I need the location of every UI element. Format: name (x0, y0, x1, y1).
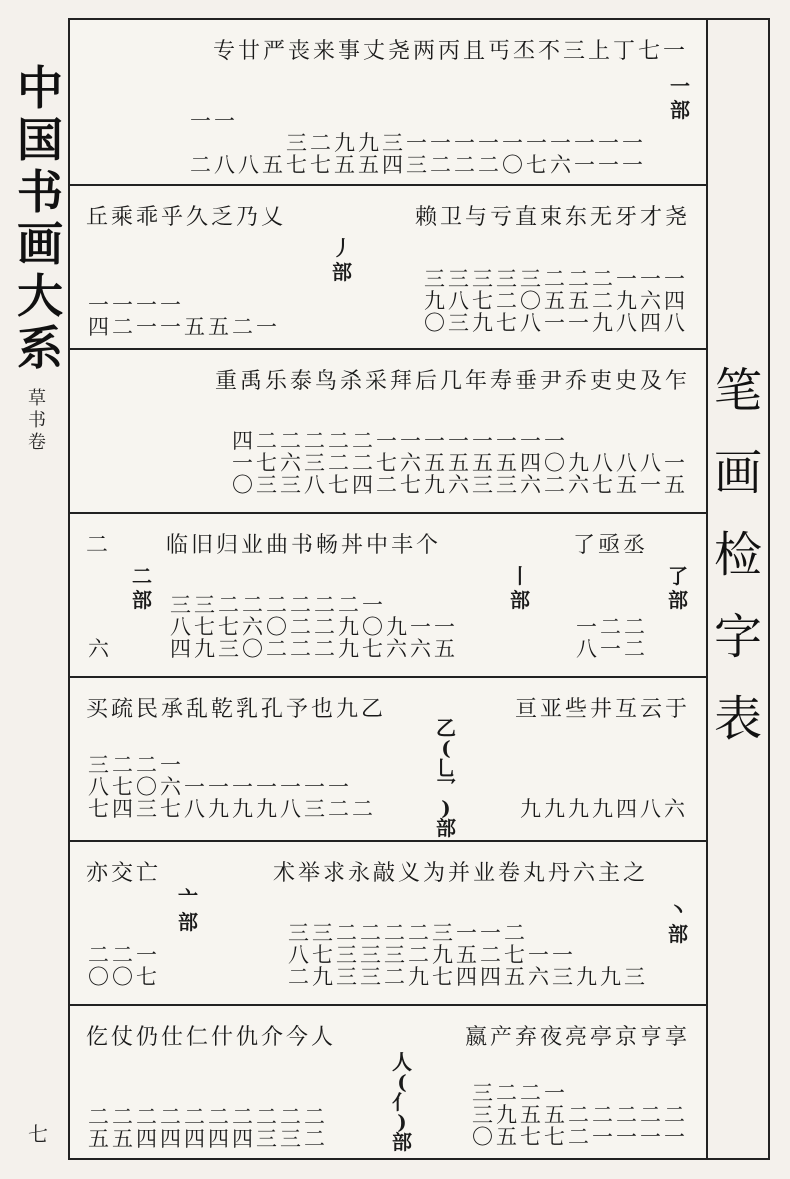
index-title-column (708, 18, 770, 1160)
stroke-index-title-char: 表 (713, 691, 762, 747)
stroke-index-title-char: 笔 (713, 363, 762, 419)
panel-characters: 专廿严丧来事丈尧两丙且丐丕不三上丁七一 (212, 39, 688, 64)
radical-label: 人 ( 亻 ) 部 (392, 1050, 412, 1154)
radical-label: 一 部 (670, 74, 690, 122)
stroke-index-title-char: 检 (713, 527, 762, 583)
stroke-counts-left: 三二二一 八七〇六一一一一一一一 七四三七八九九九八三二二 (88, 753, 376, 821)
stroke-counts-right: 三三二二二二三一一二 八七三三三二九五二七一一 二九三三二九七四四五六三九九三 (288, 921, 648, 989)
radical-tou: 亠 部 (178, 886, 198, 934)
panel-characters-right: 了亟丞 (572, 533, 648, 558)
panel-characters-right: 赖卫与亏直束东无牙才尧 (414, 205, 690, 230)
panel-ren (70, 1006, 706, 1160)
stroke-counts: 一一 三二九九三一一一一一一一一一一 二八八五七七五五四三二二二〇七六一一一 (190, 109, 646, 177)
stroke-counts-left: 二二二二二二二二二二 五五四四四四四三三二 (88, 1105, 328, 1151)
radical-le: 了 部 (668, 564, 688, 612)
book-title-char: 中 (17, 61, 63, 115)
stroke-index-title (708, 350, 768, 760)
radical-label: 丿 部 (332, 236, 352, 284)
stroke-counts: 四二二二二二一一一一一一一一 一七六三二二七六五五五五四〇九八八八一 〇三三八七四二七九六三三六二六七五一五 (232, 429, 688, 497)
book-title-char: 画 (17, 217, 63, 271)
book-title (12, 62, 68, 374)
panel-er-gun-le (70, 514, 706, 678)
radical-label: 乙 ( 乚 乛 ) 部 (436, 716, 456, 840)
stroke-counts-mid: 三三二二二二二二一 八七七六〇二二九〇九一一 四九三〇二二二九七六六五 (170, 593, 458, 661)
panel-yi-hook (70, 678, 706, 842)
volume-subtitle-char: 草 (28, 388, 46, 409)
stroke-counts-right: 三三三三三二二二一一一 九八七二〇五五二九六四 〇三九七八一一九八四八 (424, 267, 688, 335)
panel-characters-mid: 临旧归业曲书畅丼中丰个 (166, 533, 442, 558)
stroke-index-title-char: 字 (713, 609, 762, 665)
panel-pie (70, 186, 706, 350)
radical-gun: 丨 部 (510, 564, 530, 612)
panel-tou-dian (70, 842, 706, 1006)
volume-subtitle (22, 388, 52, 454)
volume-subtitle-char: 卷 (28, 432, 46, 453)
index-table (68, 18, 708, 1160)
panel-characters-left: 丘乘乖乎久乏乃乂 (86, 205, 287, 230)
stroke-counts-right: 九九九九四八六 (520, 797, 688, 821)
panel-characters: 重禹乐泰鸟杀采拜后几年寿垂尹乔吏史及乍 (214, 369, 690, 394)
stroke-counts-right: 三二二一 三九五五二二二二二 〇五七七二一一一一 (472, 1081, 688, 1149)
book-title-char: 系 (17, 321, 63, 375)
volume-subtitle-char: 书 (28, 410, 46, 431)
panel-characters-left: 二 (86, 533, 112, 558)
radical-dian: 丶 部 (668, 898, 688, 946)
stroke-counts-left: 二二一 〇〇七 (88, 943, 160, 989)
panel-characters-right: 术举求永敲义为并业卷丸丹六主之 (272, 861, 648, 886)
panel-characters-left: 买疏民承乱乾乳孔予也九乙 (86, 697, 387, 722)
panel-characters-left: 仡仗仍仕仁什仇介今人 (86, 1025, 337, 1050)
panel-yi (70, 20, 706, 186)
panel-characters-right: 亘亚些井互云于 (514, 697, 690, 722)
stroke-counts-left: 六 (88, 637, 112, 661)
panel-continued (70, 350, 706, 514)
stroke-index-title-char: 画 (713, 445, 762, 501)
panel-characters-right: 嬴产弃夜亮亭京亨享 (464, 1025, 690, 1050)
book-title-char: 书 (17, 165, 63, 219)
stroke-counts-left: 一一一一 四二一一五五二一 (88, 293, 280, 339)
radical-er: 二 部 (132, 564, 152, 612)
page-number: 七 (28, 1122, 48, 1146)
panel-characters-left: 亦交亡 (86, 861, 162, 886)
stroke-counts-right: 一二二 八一二 (576, 615, 648, 661)
book-title-char: 大 (17, 269, 63, 323)
book-title-char: 国 (17, 113, 63, 167)
